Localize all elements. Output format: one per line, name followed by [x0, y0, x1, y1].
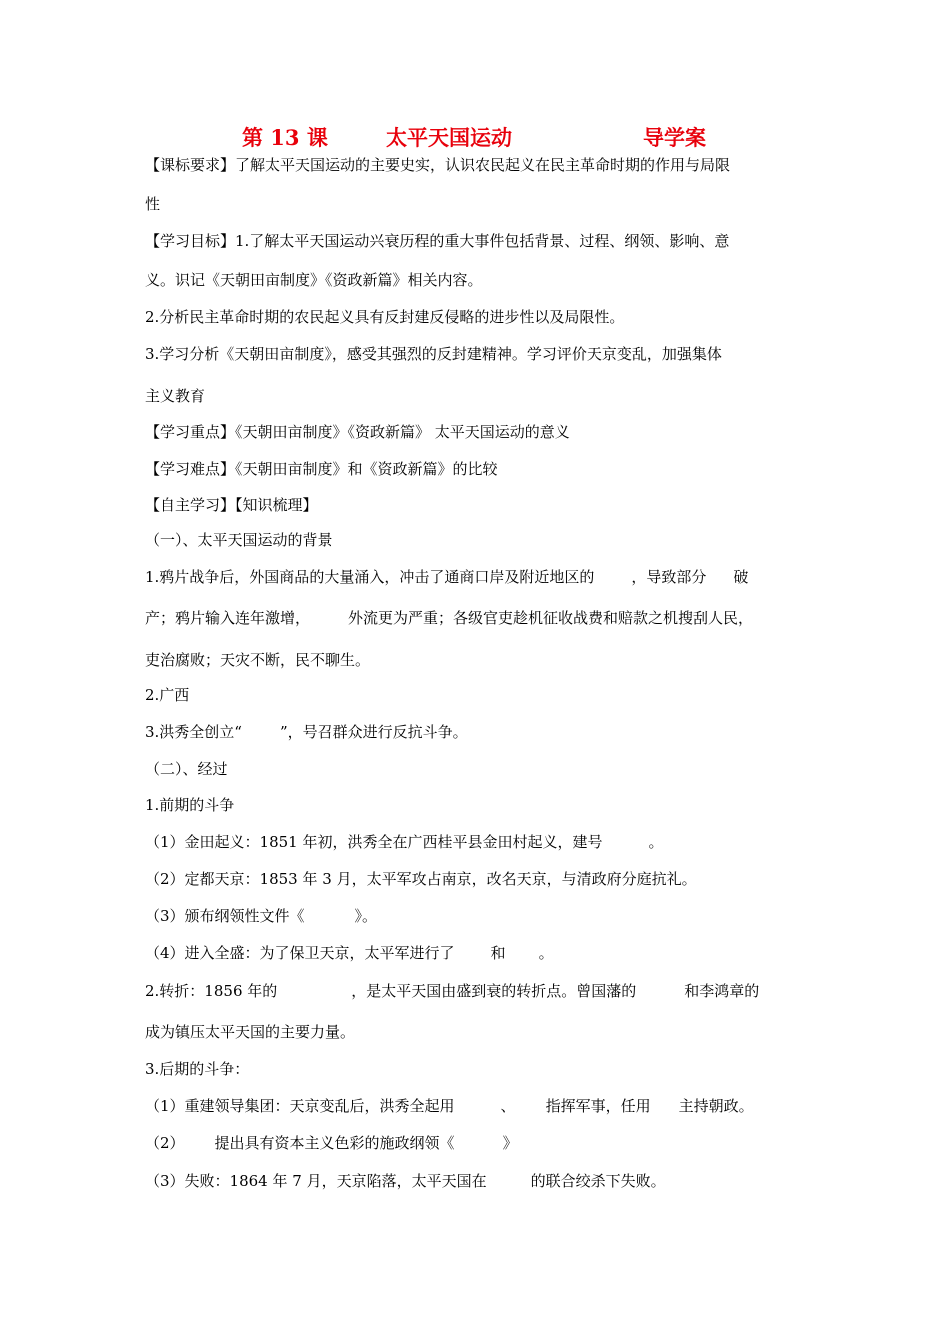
learning-objective-2: 2.分析民主革命时期的农民起义具有反封建反侵略的进步性以及局限性。 [145, 308, 625, 326]
late-struggle-item-2: （2） 提出具有资本主义色彩的施政纲领《 》 [145, 1134, 518, 1152]
section-background-heading: （一）、太平天国运动的背景 [145, 531, 333, 549]
early-struggle-item-3: （3）颁布纲领性文件《 》。 [145, 907, 378, 925]
self-study-heading: 【自主学习】【知识梳理】 [145, 496, 318, 514]
background-item-1-end: 吏治腐败；天灾不断，民不聊生。 [145, 651, 371, 669]
learning-objective-3: 3.学习分析《天朝田亩制度》，感受其强烈的反封建精神。学习评价天京变乱，加强集体 [145, 345, 722, 363]
early-struggle-item-2: （2）定都天京：1853 年 3 月，太平军攻占南京，改名天京，与清政府分庭抗礼。 [145, 870, 697, 888]
difficult-points: 【学习难点】《天朝田亩制度》和《资政新篇》的比较 [145, 460, 498, 478]
standard-requirement: 【课标要求】了解太平天国运动的主要史实，认识农民起义在民主革命时期的作用与局限 [145, 156, 731, 174]
background-item-1: 1.鸦片战争后，外国商品的大量涌入，冲击了通商口岸及附近地区的 ，导致部分 破 [145, 568, 749, 586]
late-struggle-item-1: （1）重建领导集团：天京变乱后，洪秀全起用 、 指挥军事，任用 主持朝政。 [145, 1097, 754, 1115]
early-struggle-item-1: （1）金田起义：1851 年初，洪秀全在广西桂平县金田村起义，建号 。 [145, 833, 664, 851]
early-struggle-item-4: （4）进入全盛：为了保卫天京，太平军进行了 和 。 [145, 944, 554, 962]
turning-point: 2.转折：1856 年的 ，是太平天国由盛到衰的转折点。曾国藩的 和李鸿章的 [145, 982, 760, 1000]
late-struggle-item-3: （3）失败：1864 年 7 月，天京陷落，太平天国在 的联合绞杀下失败。 [145, 1172, 666, 1190]
turning-point-cont: 成为镇压太平天国的主要力量。 [145, 1023, 356, 1041]
section-process-heading: （二）、经过 [145, 760, 228, 778]
early-struggle-heading: 1.前期的斗争 [145, 796, 235, 814]
learning-objective-3-cont: 主义教育 [145, 387, 206, 405]
background-item-3: 3.洪秀全创立“ ”，号召群众进行反抗斗争。 [145, 723, 468, 741]
standard-requirement-cont: 性 [145, 195, 161, 213]
key-points: 【学习重点】《天朝田亩制度》《资政新篇》 太平天国运动的意义 [145, 423, 570, 441]
title-doc-type: 导学案 [643, 125, 706, 150]
title-lesson-number: 第 13 课 [242, 125, 328, 150]
learning-objective-1-cont: 义。识记《天朝田亩制度》《资政新篇》相关内容。 [145, 271, 483, 289]
title-topic: 太平天国运动 [386, 125, 512, 150]
background-item-1-cont: 产；鸦片输入连年激增， 外流更为严重；各级官吏趁机征收战费和赔款之机搜刮人民， [145, 609, 754, 627]
background-item-2: 2.广西 [145, 686, 190, 704]
learning-objective-1: 【学习目标】1.了解太平天国运动兴衰历程的重大事件包括背景、过程、纲领、影响、意 [145, 232, 730, 250]
late-struggle-heading: 3.后期的斗争： [145, 1060, 250, 1078]
document-title [0, 122, 950, 247]
